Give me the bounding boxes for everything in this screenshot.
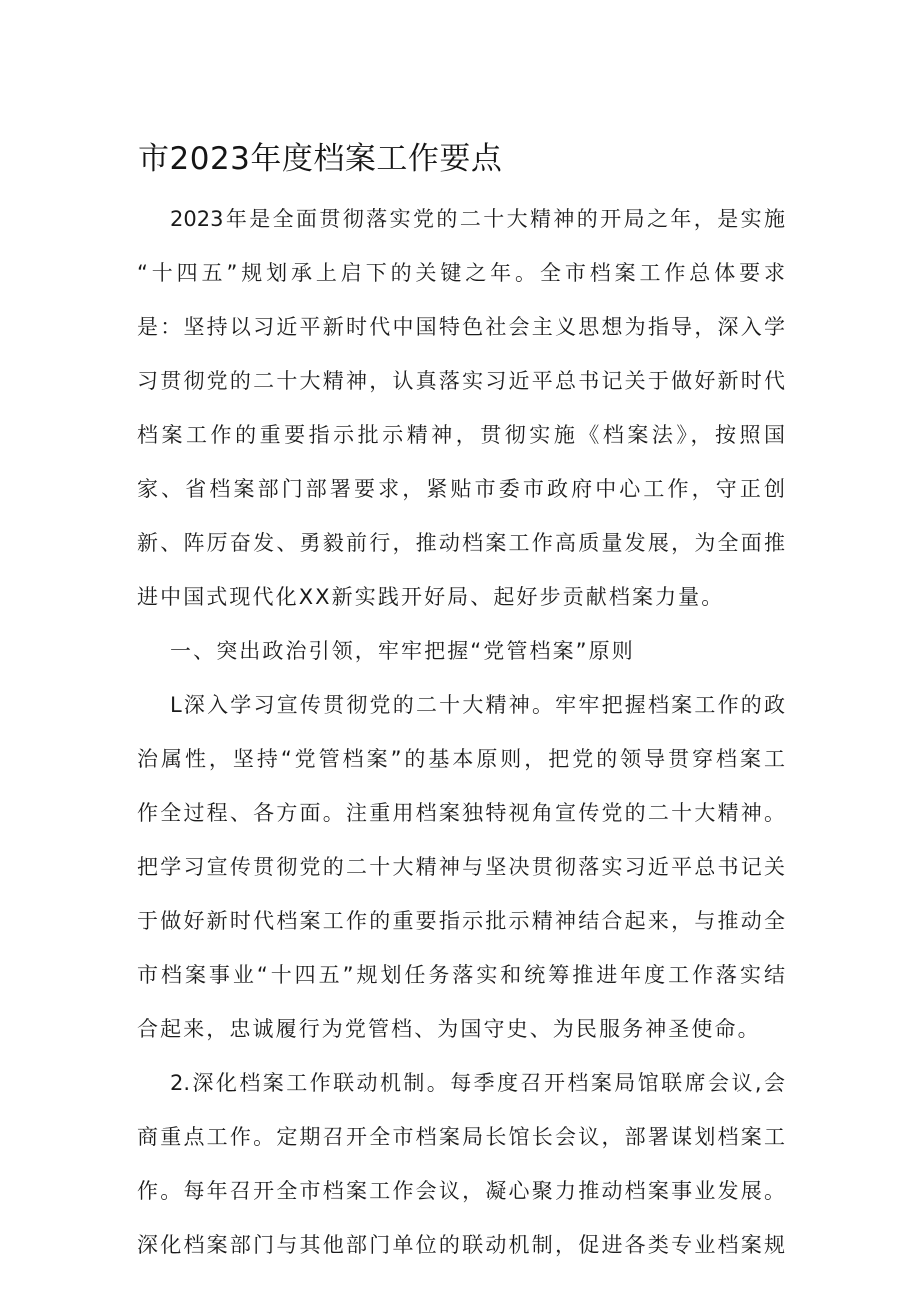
body-line: 2023年是全面贯彻落实党的二十大精神的开局之年，是实施 [170, 207, 785, 231]
body-line: 家、省档案部门部署要求，紧贴市委市政府中心工作，守正创 [137, 477, 785, 501]
body-line: 作全过程、各方面。注重用档案独特视角宣传党的二十大精神。 [137, 801, 785, 825]
document-title: 市2023年度档案工作要点 [138, 141, 503, 177]
body-line: 新、阵厉奋发、勇毅前行，推动档案工作高质量发展，为全面推 [137, 531, 785, 555]
body-line: 2.深化档案工作联动机制。每季度召开档案局馆联席会议,会 [170, 1071, 785, 1095]
body-line: 深化档案部门与其他部门单位的联动机制，促进各类专业档案规 [137, 1233, 785, 1257]
body-line: 商重点工作。定期召开全市档案局长馆长会议，部署谋划档案工 [137, 1125, 785, 1149]
section-heading: 一、突出政治引领，牢牢把握“党管档案”原则 [170, 639, 635, 663]
body-line: 习贯彻党的二十大精神，认真落实习近平总书记关于做好新时代 [137, 369, 785, 393]
body-line: L深入学习宣传贯彻党的二十大精神。牢牢把握档案工作的政 [170, 693, 785, 717]
body-line: 治属性，坚持“党管档案”的基本原则，把党的领导贯穿档案工 [137, 747, 785, 771]
body-line: 档案工作的重要指示批示精神，贯彻实施《档案法》，按照国 [137, 423, 785, 447]
body-line: 把学习宣传贯彻党的二十大精神与坚决贯彻落实习近平总书记关 [137, 855, 785, 879]
body-line: “十四五”规划承上启下的关键之年。全市档案工作总体要求 [137, 261, 785, 285]
body-line: 合起来，忠诚履行为党管档、为国守史、为民服务神圣使命。 [137, 1017, 761, 1041]
body-line: 是：坚持以习近平新时代中国特色社会主义思想为指导，深入学 [137, 315, 785, 339]
body-line: 作。每年召开全市档案工作会议，凝心聚力推动档案事业发展。 [137, 1179, 785, 1203]
body-line: 于做好新时代档案工作的重要指示批示精神结合起来，与推动全 [137, 909, 785, 933]
body-line: 市档案事业“十四五”规划任务落实和统筹推进年度工作落实结 [137, 963, 785, 987]
body-line: 进中国式现代化XX新实践开好局、起好步贡献档案力量。 [137, 585, 725, 609]
